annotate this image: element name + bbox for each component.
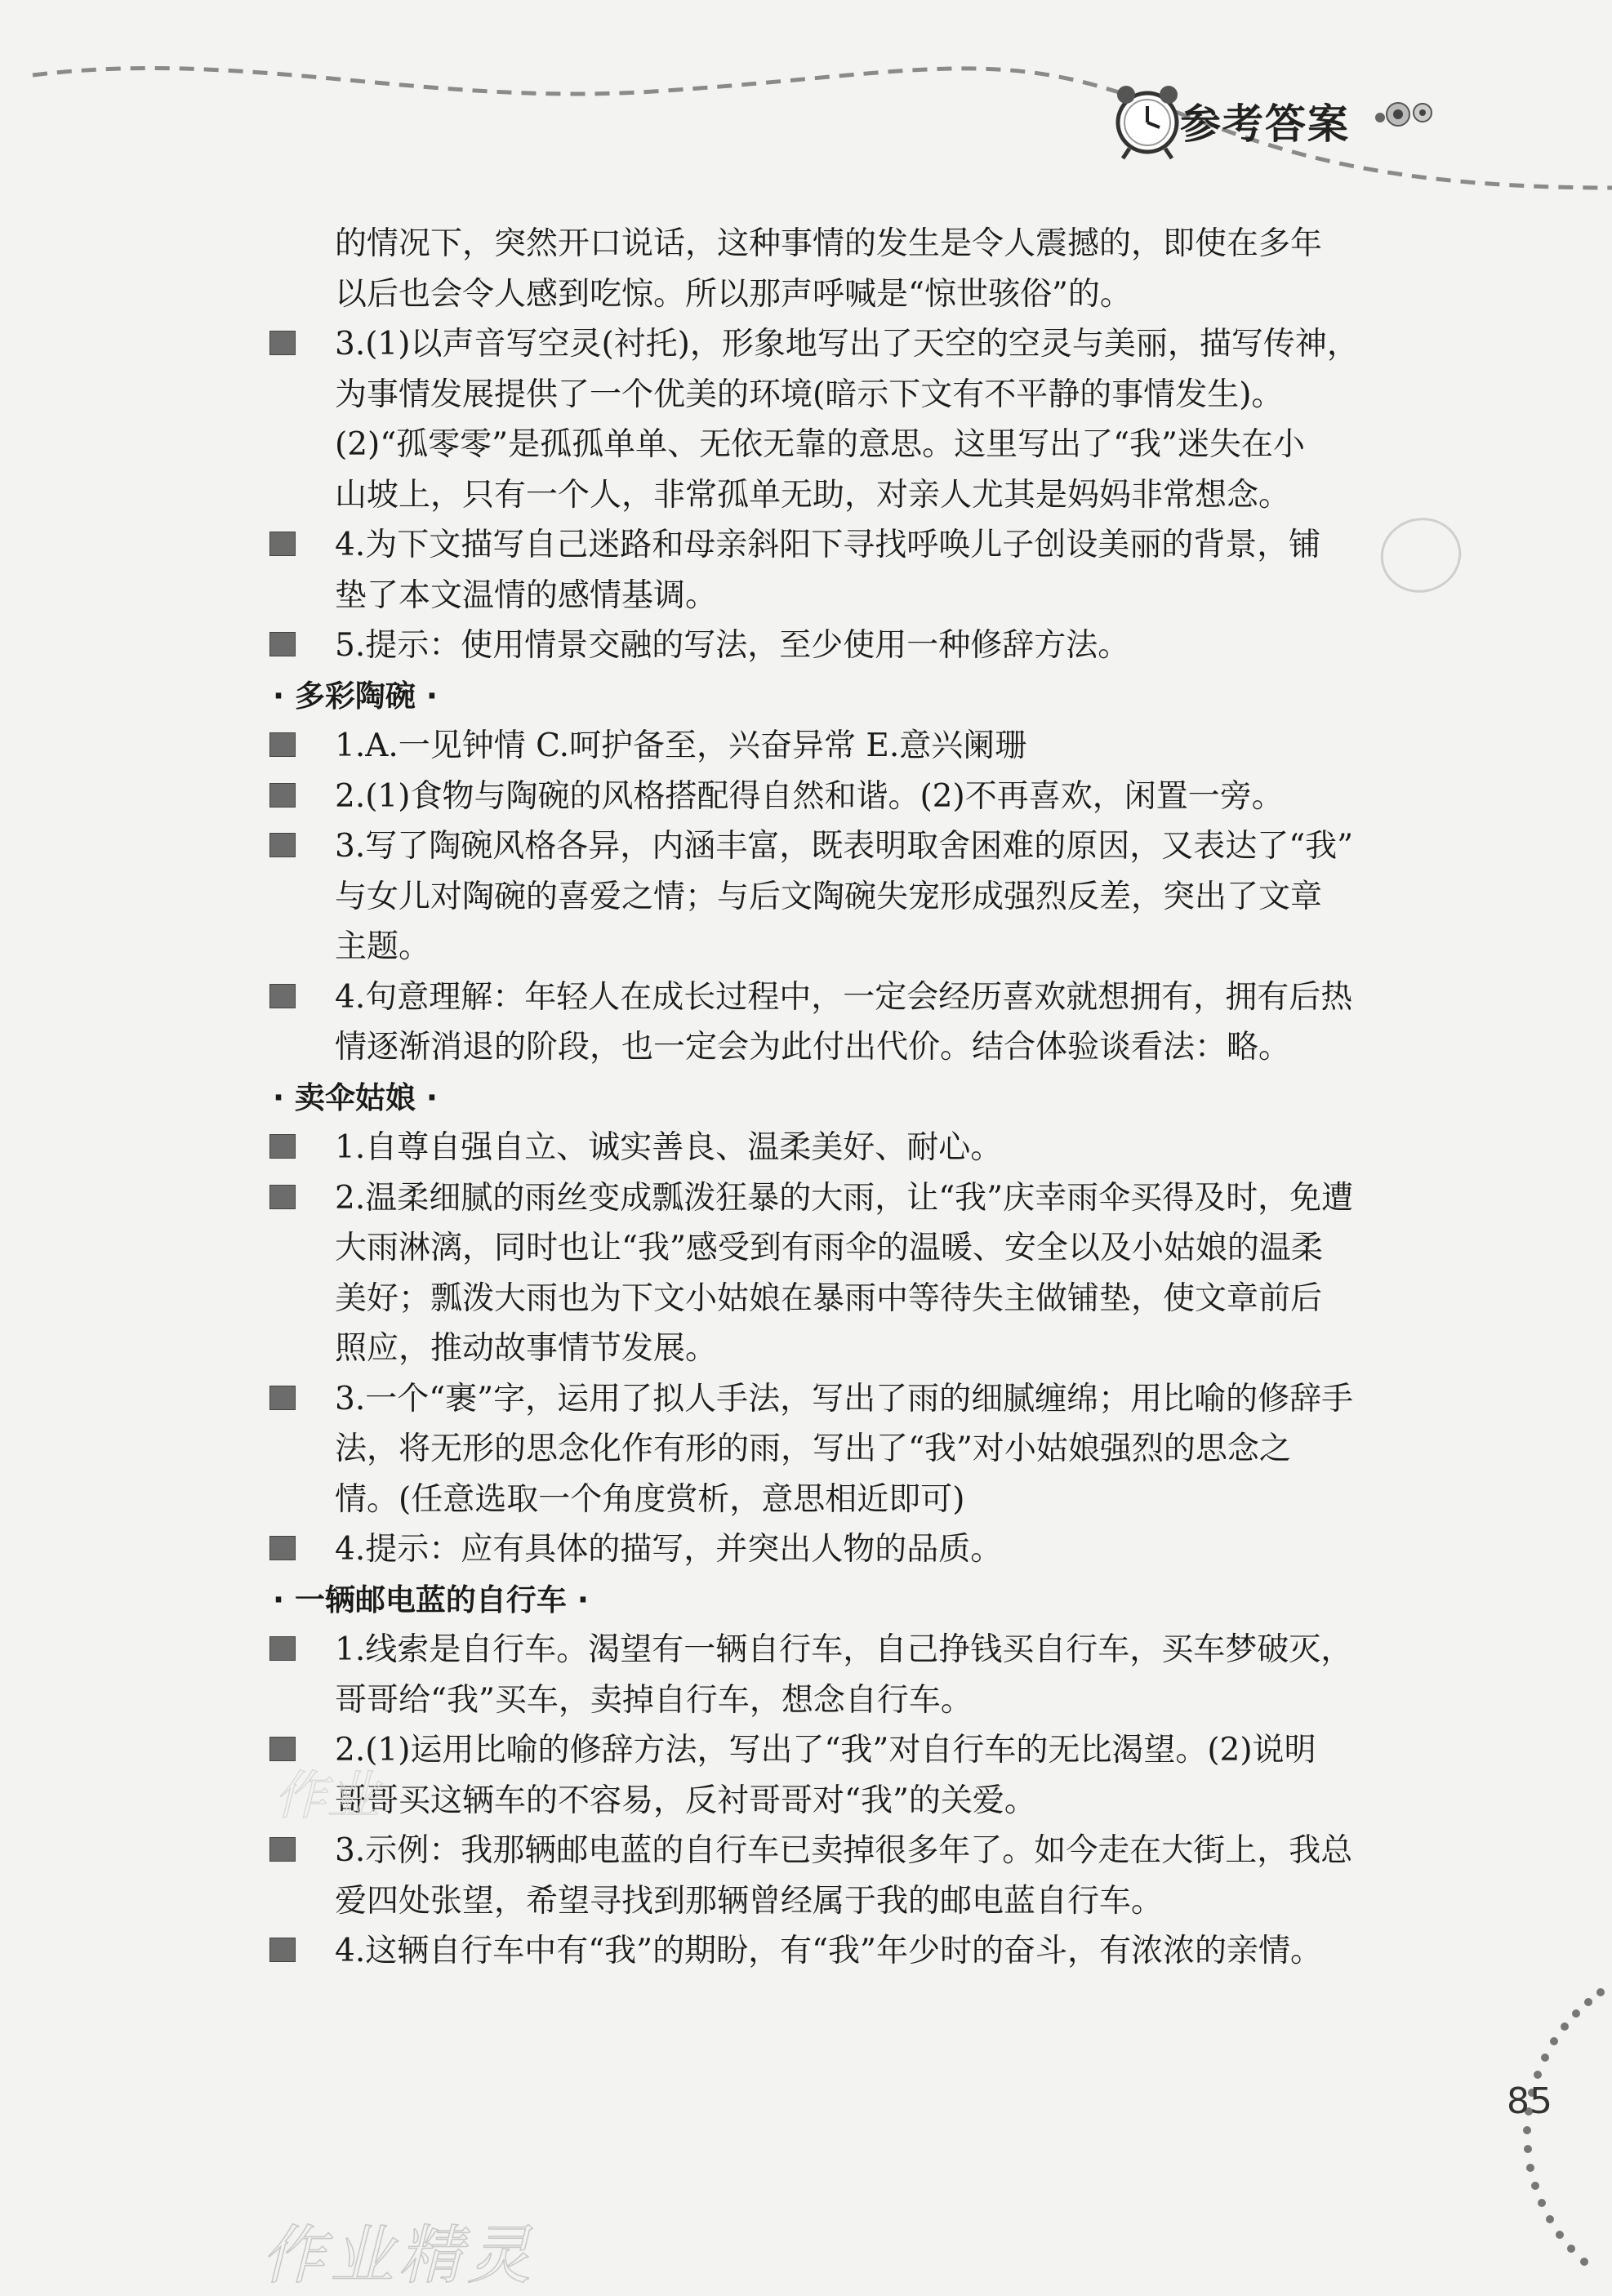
answer-line: 3.写了陶碗风格各异，内涵丰富，既表明取舍困难的原因，又表达了“我”: [335, 828, 1354, 865]
answer-item: [269, 621, 1445, 671]
answer-line: 照应，推动故事情节发展。: [335, 1330, 718, 1367]
answer-line: 2.温柔细腻的雨丝变成瓢泼狂暴的大雨，让“我”庆幸雨伞买得及时，免遭: [335, 1179, 1354, 1217]
square-bullet-icon: [269, 1938, 296, 1962]
square-bullet-icon: [269, 783, 296, 808]
answer-item: [269, 772, 1445, 822]
answer-line: 的情况下，突然开口说话，这种事情的发生是令人震撼的，即使在多年: [335, 225, 1323, 262]
answer-line: 2.(1)食物与陶碗的风格搭配得自然和谐。(2)不再喜欢，闲置一旁。: [335, 777, 1284, 815]
answer-item: [269, 1725, 1445, 1826]
answer-line: 3.一个“裹”字，运用了拟人手法，写出了雨的细腻缠绵；用比喻的修辞手: [335, 1380, 1354, 1417]
answer-item: [269, 1173, 1445, 1374]
square-bullet-icon: [269, 532, 296, 556]
header-title: 参考答案: [1180, 100, 1350, 148]
answer-line: 1.自尊自强自立、诚实善良、温柔美好、耐心。: [335, 1129, 1003, 1166]
answer-item: [269, 821, 1445, 972]
square-bullet-icon: [269, 833, 296, 857]
answer-line: 主题。: [335, 928, 431, 965]
square-bullet-icon: [269, 632, 296, 656]
section-heading: · 卖伞姑娘 ·: [273, 1079, 438, 1115]
answer-line: 垫了本文温情的感情基调。: [335, 576, 718, 614]
square-bullet-icon: [269, 1536, 296, 1560]
flower-icon: [1375, 103, 1432, 126]
answer-line: 哥哥给“我”买车，卖掉自行车，想念自行车。: [335, 1681, 973, 1719]
answer-item: [269, 972, 1445, 1073]
answer-line: 5.提示：使用情景交融的写法，至少使用一种修辞方法。: [335, 627, 1130, 664]
section-heading: · 多彩陶碗 ·: [273, 678, 438, 714]
answer-item: [269, 319, 1445, 520]
square-bullet-icon: [269, 1386, 296, 1410]
answer-line: 大雨淋漓，同时也让“我”感受到有雨伞的温暖、安全以及小姑娘的温柔: [335, 1230, 1323, 1266]
watermark-text: 作业精灵: [261, 2219, 537, 2293]
answer-line: 以后也会令人感到吃惊。所以那声呼喊是“惊世骇俗”的。: [335, 275, 1132, 313]
answer-line: 为事情发展提供了一个优美的环境(暗示下文有不平静的事情发生)。: [335, 376, 1284, 413]
answer-line: 爱四处张望，希望寻找到那辆曾经属于我的邮电蓝自行车。: [335, 1882, 1164, 1920]
answer-line: 4.为下文描写自己迷路和母亲斜阳下寻找呼唤儿子创设美丽的背景，铺: [335, 527, 1321, 563]
answer-line: 情逐渐消退的阶段，也一定会为此付出代价。结合体验谈看法：略。: [335, 1029, 1291, 1066]
square-bullet-icon: [269, 732, 296, 757]
answer-line: 3.(1)以声音写空灵(衬托)，形象地写出了天空的空灵与美丽，描写传神，: [335, 326, 1359, 363]
answer-line: 4.提示：应有具体的描写，并突出人物的品质。: [335, 1531, 1003, 1568]
answer-item: [269, 721, 1445, 772]
answer-line: 4.句意理解：年轻人在成长过程中，一定会经历喜欢就想拥有，拥有后热: [335, 978, 1353, 1016]
answer-item: [269, 520, 1445, 621]
answer-item: [269, 1926, 1445, 1977]
section-heading: · 一辆邮电蓝的自行车 ·: [273, 1582, 589, 1617]
answer-line: 山坡上，只有一个人，非常孤单无助，对亲人尤其是妈妈非常想念。: [335, 476, 1291, 514]
answer-item: [269, 1524, 1445, 1575]
answer-line: 1.线索是自行车。渴望有一辆自行车，自己挣钱买自行车，买车梦破灭，: [335, 1631, 1353, 1668]
answer-line: 情。(任意选取一个角度赏析，意思相近即可): [335, 1480, 965, 1518]
answer-line: (2)“孤零零”是孤孤单单、无依无靠的意思。这里写出了“我”迷失在小: [335, 426, 1305, 463]
answer-item: [269, 1826, 1445, 1926]
answer-line: 法，将无形的思念化作有形的雨，写出了“我”对小姑娘强烈的思念之: [335, 1431, 1291, 1467]
page-number: 85: [1507, 2080, 1552, 2122]
answer-continuation: [269, 219, 1445, 319]
square-bullet-icon: [269, 1837, 296, 1862]
answer-line: 哥哥买这辆车的不容易，反衬哥哥对“我”的关爱。: [335, 1782, 1036, 1819]
square-bullet-icon: [269, 1185, 296, 1209]
answer-line: 3.示例：我那辆邮电蓝的自行车已卖掉很多年了。如今走在大街上，我总: [335, 1832, 1353, 1869]
alarm-clock-icon: [1117, 86, 1178, 158]
answer-item: [269, 1625, 1445, 1725]
square-bullet-icon: [269, 1134, 296, 1159]
answer-content: [269, 219, 1445, 1977]
answer-line: 美好；瓢泼大雨也为下文小姑娘在暴雨中等待失主做铺垫，使文章前后: [335, 1279, 1323, 1317]
square-bullet-icon: [269, 984, 296, 1008]
answer-line: 4.这辆自行车中有“我”的期盼，有“我”年少时的奋斗，有浓浓的亲情。: [335, 1933, 1322, 1969]
header-dashed-curve: [33, 69, 1612, 188]
answer-item: [269, 1374, 1445, 1525]
faint-watermark-small: 作业: [274, 1766, 379, 1827]
answer-line: 1.A.一见钟情 C.呵护备至，兴奋异常 E.意兴阑珊: [335, 728, 1027, 764]
square-bullet-icon: [269, 1636, 296, 1661]
square-bullet-icon: [269, 331, 296, 355]
answer-line: 2.(1)运用比喻的修辞方法，写出了“我”对自行车的无比渴望。(2)说明: [335, 1732, 1316, 1769]
dotted-arc-decoration: [1523, 1988, 1605, 2266]
answer-item: [269, 1123, 1445, 1173]
answer-line: 与女儿对陶碗的喜爱之情；与后文陶碗失宠形成强烈反差，突出了文章: [335, 878, 1323, 915]
